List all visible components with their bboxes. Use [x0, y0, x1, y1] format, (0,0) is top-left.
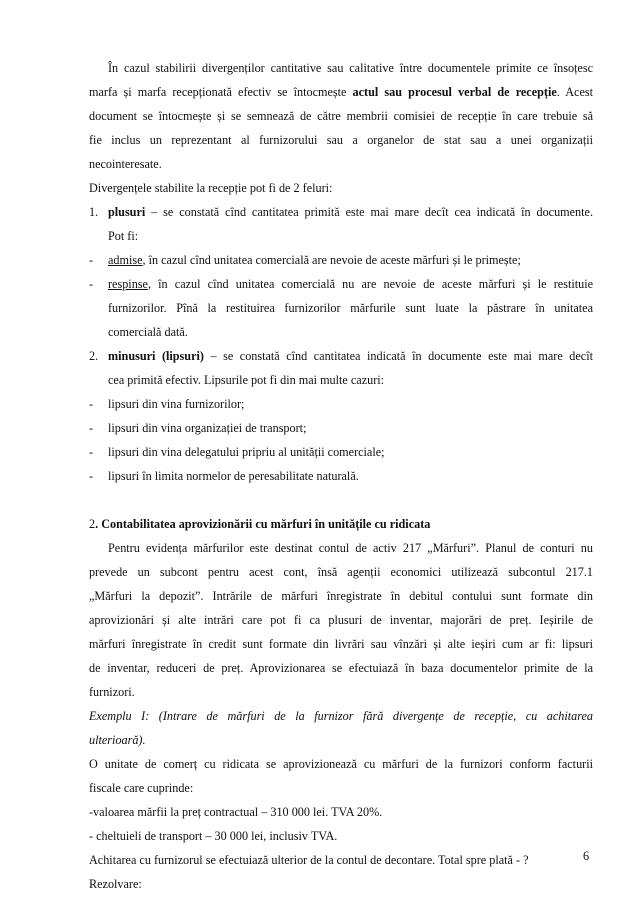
text-line: fiscale care cuprinde:: [89, 781, 194, 795]
bullet-admise: [89, 248, 593, 272]
text-line: Pentru evidența mărfurilor este destinat contul de activ 217 „Mărfuri”. Planul de conturi nu: [108, 541, 593, 555]
bold-term: plusuri: [108, 205, 146, 219]
text-line: 1. plusuri – se constată cînd cantitatea primită este mai mare decît cea indicată în documente.: [89, 200, 593, 224]
spacer: [89, 488, 593, 512]
italic-text: ulterioară).: [89, 733, 146, 747]
bullet-list-lipsuri: [89, 392, 593, 488]
text-line: mărfuri înregistrate în credit sunt formate din livrări sau vînzări și alte ieșiri cum ar fi: lipsuri: [89, 637, 593, 651]
section-title: . Contabilitatea aprovizionării cu mărfuri în unitățile cu ridicata: [95, 517, 431, 531]
text-line: de inventar, reduceri de preț. Aprovizionarea se efectuiază în baza documentelor primite de la: [89, 661, 593, 675]
page-number: 6: [583, 849, 590, 863]
bullet-mark: -: [89, 445, 94, 459]
document-page: [89, 56, 593, 896]
example-payment-question: Achitarea cu furnizorul se efectuiază ulterior de la contul de decontare. Total spre plată - ?: [89, 853, 529, 867]
text-line: furnizorilor. Pînă la restituirea furnizorilor mărfurile sunt luate la păstrare în unitatea: [108, 301, 593, 315]
text-line: comercială dată.: [108, 325, 188, 339]
example-heading: [89, 704, 593, 752]
text-line: O unitate de comerț cu ridicata se aprovizionează cu mărfuri de la furnizori conform facturii: [89, 757, 593, 771]
list-item: - lipsuri din vina organizației de transport;: [89, 416, 593, 440]
list-number: 1.: [89, 205, 99, 219]
list-number: 2.: [89, 349, 99, 363]
text-line: aprovizionări și alte intrări care pot fi ca plusuri de inventar, majorări de preț. Ieșirile de: [89, 613, 593, 627]
example-goods-value: -valoarea mărfii la preț contractual – 310 000 lei. TVA 20%.: [89, 805, 383, 819]
paragraph-example-intro: [89, 752, 593, 800]
list-item: - lipsuri din vina furnizorilor;: [89, 392, 593, 416]
text-line: cea primită efectiv. Lipsurile pot fi din mai multe cazuri:: [108, 373, 385, 387]
list-item: - lipsuri din vina delegatului pripriu al unității comerciale;: [89, 440, 593, 464]
text-line: prevede un subcont pentru acest cont, însă agenții economici utilizează subcontul 217.1: [89, 565, 593, 579]
bullet-mark: -: [89, 469, 94, 483]
text-line: respinse, în cazul cînd unitatea comercială nu are nevoie de aceste mărfuri și le restituie: [108, 277, 593, 291]
section-number: 2: [89, 517, 96, 531]
list-item-plusuri: [89, 200, 593, 248]
paragraph-account-217: [89, 536, 593, 704]
text-line: necointeresate.: [89, 157, 162, 171]
text-line: În cazul stabilirii divergenților cantitative sau calitative între documentele primite ce însoțesc: [108, 61, 593, 75]
text-line: furnizori.: [89, 685, 135, 699]
underlined-term: admise: [108, 253, 143, 267]
bold-term: actul sau procesul verbal de recepție: [352, 85, 557, 99]
italic-text: Exemplu I: (Intrare de mărfuri de la furnizor fără divergențe de recepție, cu achitarea: [89, 709, 593, 723]
text-line: marfa și marfa recepționată efectiv se întocmește actul sau procesul verbal de recepție. Acest: [89, 85, 593, 99]
text-line: admise, în cazul cînd unitatea comercială are nevoie de aceste mărfuri și le primește;: [108, 253, 521, 267]
paragraph-divergence-types: Divergențele stabilite la recepție pot fi de 2 feluri:: [89, 181, 333, 195]
list-item-minusuri: [89, 344, 593, 392]
bullet-respinse: [89, 272, 593, 344]
list-item: - lipsuri în limita normelor de peresabilitate naturală.: [89, 464, 593, 488]
text-line: fie inclus un reprezentant al furnizorului sau a organelor de stat sau a unei organizații: [89, 133, 593, 147]
bullet-mark: -: [89, 253, 94, 267]
bullet-mark: -: [89, 397, 94, 411]
text-line: Pot fi:: [108, 229, 139, 243]
underlined-term: respinse: [108, 277, 148, 291]
solution-label: Rezolvare:: [89, 877, 142, 891]
paragraph-reception-act: [89, 56, 593, 176]
bullet-mark: -: [89, 277, 94, 291]
bullet-mark: -: [89, 421, 94, 435]
text-line: document se întocmește și se semnează de către membrii comisiei de recepție în care trebuie să: [89, 109, 593, 123]
bold-term: minusuri (lipsuri): [108, 349, 204, 363]
section-heading: [89, 512, 593, 536]
example-transport-cost: - cheltuieli de transport – 30 000 lei, inclusiv TVA.: [89, 829, 338, 843]
text-line: 2. minusuri (lipsuri) – se constată cînd cantitatea indicată în documente este mai mare decît: [89, 344, 593, 368]
text-line: „Mărfuri la depozit”. Intrările de mărfuri înregistrate în debitul contului sunt formate din: [89, 589, 593, 603]
